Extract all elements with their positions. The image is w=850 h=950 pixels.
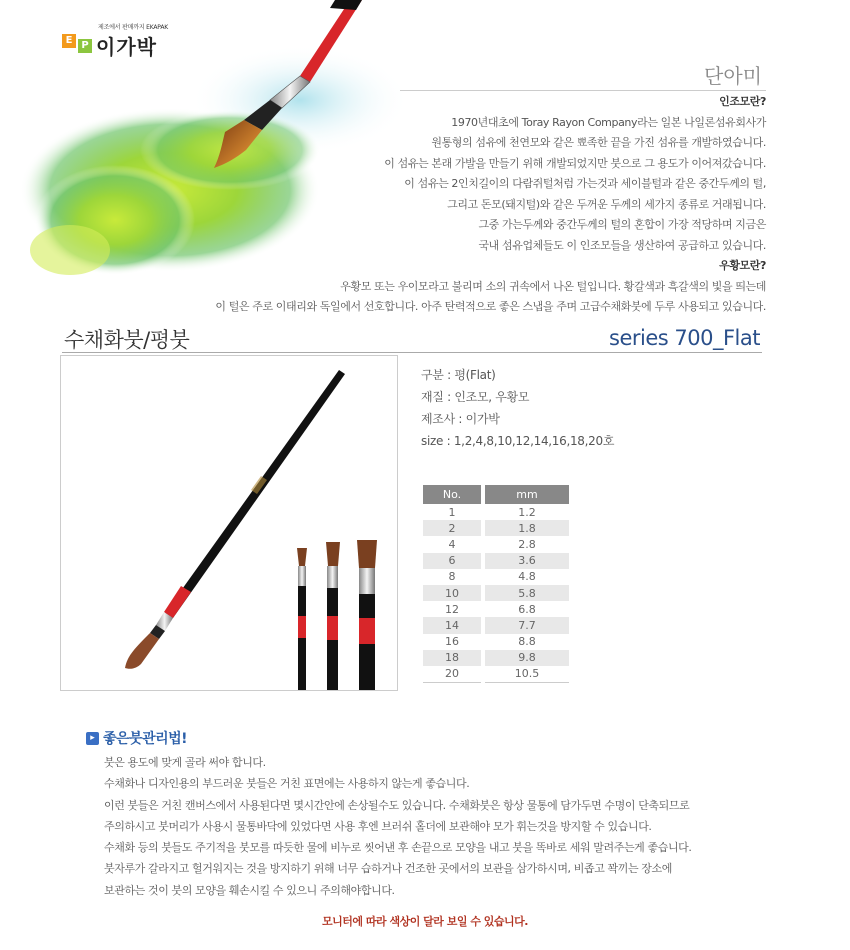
logo-p-square: P bbox=[78, 39, 92, 53]
intro-line: 원통형의 섬유에 천연모와 같은 뾰족한 끝을 가진 섬유를 개발하였습니다. bbox=[431, 136, 766, 149]
care-line: 보관하는 것이 붓의 모양을 훼손시킬 수 있으니 주의해야합니다. bbox=[104, 883, 395, 897]
table-row bbox=[423, 650, 569, 666]
intro-question-synthetic: 인조모란? bbox=[719, 95, 766, 108]
product-spec bbox=[421, 364, 614, 452]
size-no: 20 bbox=[423, 666, 483, 682]
care-heading bbox=[86, 728, 187, 748]
product-image-frame bbox=[60, 355, 398, 691]
spec-material: 재질 : 인조모, 우황모 bbox=[421, 390, 530, 404]
intro-line: 이 섬유는 2인치길이의 다람쥐털처럼 가는것과 세이블털과 같은 중간두께의 털, bbox=[404, 177, 766, 190]
upright-brush-small bbox=[297, 548, 307, 690]
size-no: 6 bbox=[423, 553, 483, 569]
size-table-header bbox=[423, 485, 569, 504]
table-row bbox=[423, 553, 569, 569]
size-mm: 6.8 bbox=[483, 601, 569, 617]
size-mm: 4.8 bbox=[483, 569, 569, 585]
arrow-icon: ▸ bbox=[86, 732, 99, 745]
size-no: 4 bbox=[423, 536, 483, 552]
product-section-title: 수채화붓/평붓 bbox=[64, 328, 190, 352]
upright-brush-medium bbox=[326, 542, 340, 690]
care-line: 주의하시고 붓머리가 사용시 물통바닥에 있었다면 사용 후엔 브러쉬 홀더에 보관해야 모가 휘는것을 방지할 수 있습니다. bbox=[104, 819, 652, 833]
size-no: 8 bbox=[423, 569, 483, 585]
size-no: 1 bbox=[423, 504, 483, 520]
care-line: 이런 붓들은 거친 캔버스에서 사용된다면 몇시간안에 손상될수도 있습니다. 수채화붓은 항상 물통에 담가두면 수명이 단축되므로 bbox=[104, 798, 690, 812]
brand-divider bbox=[400, 90, 766, 91]
size-mm: 2.8 bbox=[483, 536, 569, 552]
care-line: 수채화 등의 붓들도 주기적을 붓모를 따듯한 물에 비누로 씻어낸 후 손끝으로 모양을 내고 붓을 똑바로 세워 말려주는게 좋습니다. bbox=[104, 841, 692, 855]
care-line: 수채화나 디자인용의 부드러운 붓들은 거친 표면에는 사용하지 않는게 좋습니다. bbox=[104, 777, 470, 791]
long-flat-brush bbox=[125, 370, 345, 669]
size-no: 18 bbox=[423, 650, 483, 666]
size-mm: 5.8 bbox=[483, 585, 569, 601]
care-line: 붓자루가 갈라지고 헐거워지는 것을 방지하기 위해 너무 습하거나 건조한 곳에서의 보관을 삼가하시며, 비좁고 꽉끼는 장소에 bbox=[104, 862, 672, 876]
intro-line: 이 섬유는 본래 가발을 만들기 위해 개발되었지만 붓으로 그 용도가 이어져갔습니다. bbox=[384, 156, 766, 170]
upright-brush-large bbox=[357, 540, 377, 690]
care-title: 좋은붓관리법! bbox=[103, 731, 188, 747]
size-mm: 9.8 bbox=[483, 650, 569, 666]
intro-line: 그리고 돈모(돼지털)와 같은 두꺼운 두께의 세가지 종류로 거래됩니다. bbox=[447, 197, 766, 211]
intro-line: 그중 가는두께와 중간두께의 털의 혼합이 가장 적당하며 지금은 bbox=[478, 218, 766, 231]
size-no: 10 bbox=[423, 585, 483, 601]
table-row bbox=[423, 666, 569, 682]
table-row bbox=[423, 520, 569, 536]
table-row bbox=[423, 536, 569, 552]
intro-line: 국내 섬유업체들도 이 인조모들을 생산하여 공급하고 있습니다. bbox=[478, 238, 766, 252]
spec-size: size : 1,2,4,8,10,12,14,16,18,20호 bbox=[421, 434, 615, 448]
size-mm: 7.7 bbox=[483, 617, 569, 633]
size-mm: 1.8 bbox=[483, 520, 569, 536]
brand-title: 단아미 bbox=[704, 64, 762, 88]
size-table bbox=[423, 485, 569, 683]
care-text bbox=[104, 752, 692, 901]
table-row bbox=[423, 634, 569, 650]
header-no: No. bbox=[423, 485, 483, 504]
table-row bbox=[423, 569, 569, 585]
spec-maker: 제조사 : 이가박 bbox=[421, 412, 500, 426]
size-no: 12 bbox=[423, 601, 483, 617]
intro-question-ox-hair: 우황모란? bbox=[719, 259, 766, 272]
spec-type: 구분 : 평(Flat) bbox=[421, 368, 496, 382]
table-row bbox=[423, 585, 569, 601]
size-no: 14 bbox=[423, 617, 483, 633]
logo-tagline: 제조에서 판매까지 EKAPAK bbox=[98, 24, 168, 31]
size-mm: 3.6 bbox=[483, 553, 569, 569]
intro-text bbox=[215, 92, 766, 318]
size-no: 16 bbox=[423, 634, 483, 650]
size-mm: 1.2 bbox=[483, 504, 569, 520]
size-mm: 8.8 bbox=[483, 634, 569, 650]
header-mm: mm bbox=[483, 485, 569, 504]
intro-line: 우황모 또는 우이모라고 불리며 소의 귀속에서 나온 털입니다. 황갈색과 흑갈색의 빛을 띄는데 bbox=[340, 279, 766, 293]
product-brushes-image bbox=[61, 356, 397, 690]
table-row bbox=[423, 617, 569, 633]
intro-line: 이 털은 주로 이태리와 독일에서 선호합니다. 아주 탄력적으로 좋은 스냅을 주며 고급수채화붓에 두루 사용되고 있습니다. bbox=[215, 300, 766, 313]
product-series-name: series 700_Flat bbox=[609, 326, 760, 350]
care-line: 붓은 용도에 맞게 골라 써야 합니다. bbox=[104, 756, 266, 769]
table-row bbox=[423, 504, 569, 520]
logo-e-square: E bbox=[62, 34, 76, 48]
section-divider bbox=[62, 352, 762, 353]
color-disclaimer: 모니터에 따라 색상이 달라 보일 수 있습니다. bbox=[322, 915, 528, 928]
size-no: 2 bbox=[423, 520, 483, 536]
table-row bbox=[423, 601, 569, 617]
size-mm: 10.5 bbox=[483, 666, 569, 682]
logo-name: 이가박 bbox=[96, 35, 157, 59]
intro-line: 1970년대초에 Toray Rayon Company라는 일본 나일론섬유회사가 bbox=[451, 115, 766, 129]
